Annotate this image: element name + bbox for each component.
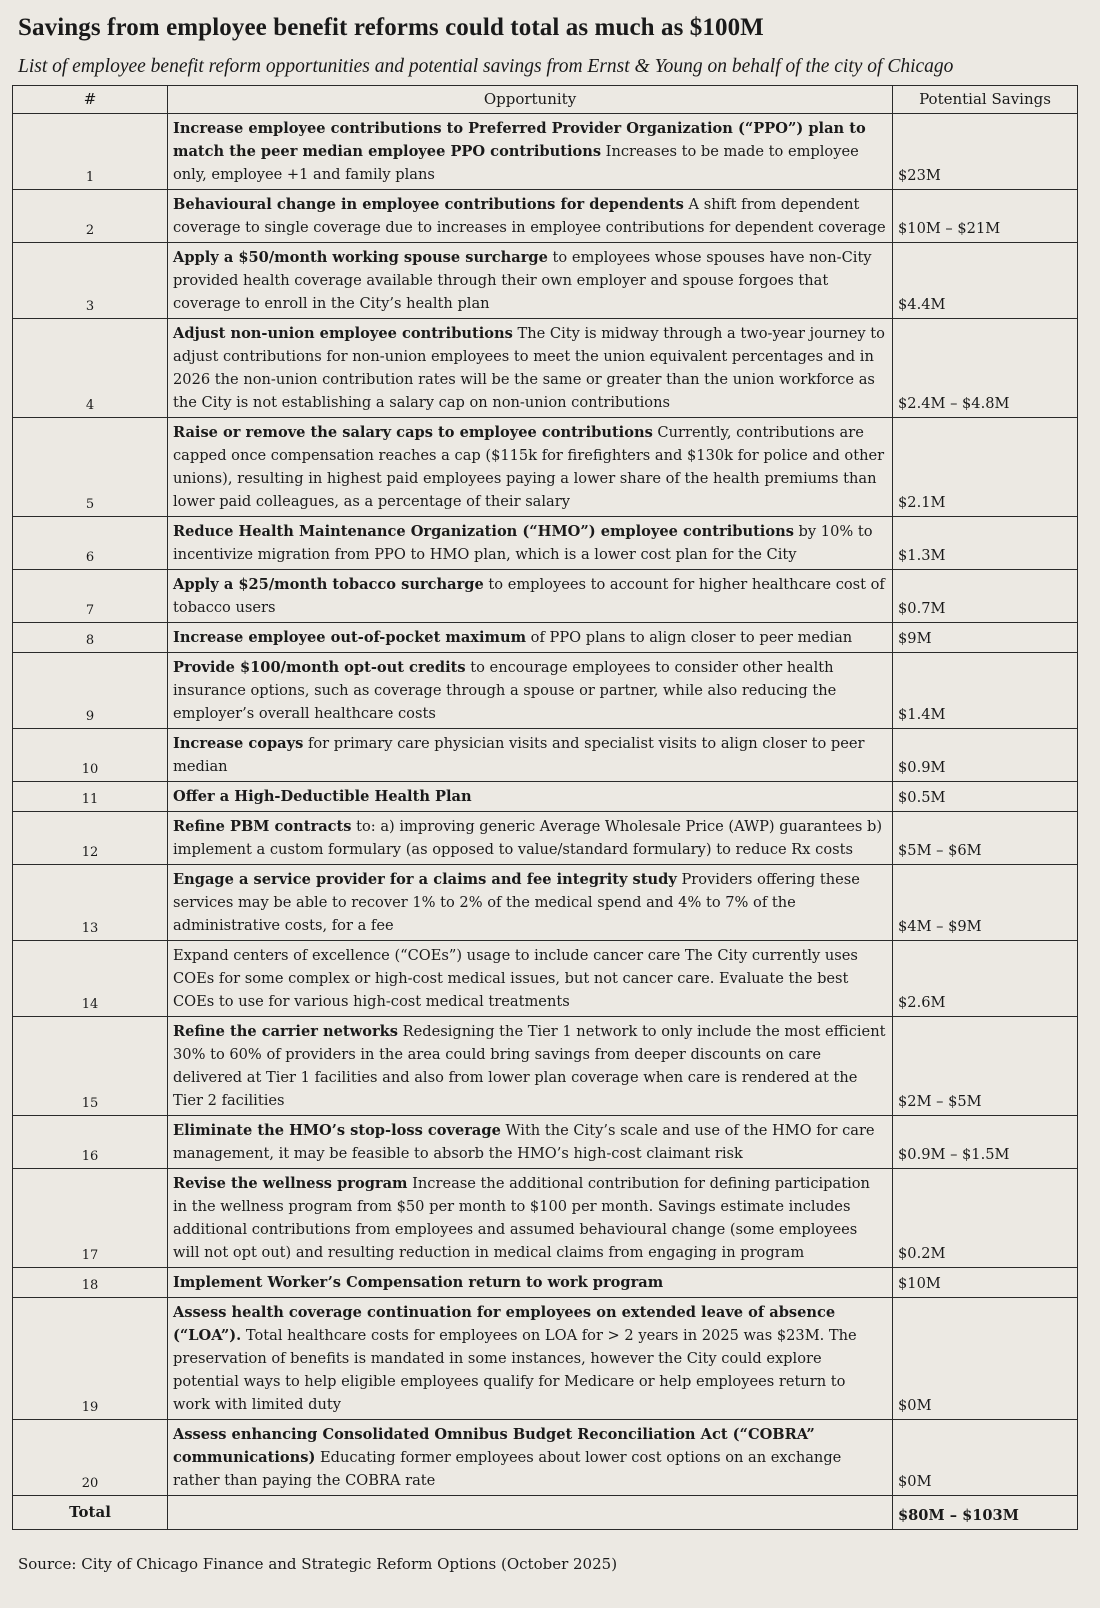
table-row xyxy=(13,190,1078,243)
row-opportunity xyxy=(168,1420,893,1496)
row-opportunity xyxy=(168,1116,893,1169)
row-opportunity xyxy=(168,1268,893,1298)
row-savings: $1.4M xyxy=(893,653,1078,729)
opportunity-description: Redesigning the Tier 1 network to only include the most efficient 30% to 60% of providers in the area could bring savings from deeper discounts on care delivered at Tier 1 facilities and also from lower plan coverage when care is rendered at the Tier 2 facilities xyxy=(173,1023,886,1109)
row-number: 4 xyxy=(13,319,168,418)
row-opportunity xyxy=(168,729,893,782)
opportunity-description: to employees to account for higher healthcare cost of tobacco users xyxy=(173,576,885,616)
table-row xyxy=(13,865,1078,941)
row-opportunity xyxy=(168,1298,893,1420)
row-savings: $0M xyxy=(893,1298,1078,1420)
row-opportunity xyxy=(168,623,893,653)
reform-table xyxy=(12,85,1078,1530)
row-savings: $1.3M xyxy=(893,517,1078,570)
table-row xyxy=(13,653,1078,729)
row-savings: $0.5M xyxy=(893,782,1078,812)
table-row xyxy=(13,1268,1078,1298)
opportunity-description: Expand centers of excellence (“COEs”) usage to include cancer care The City currently uses COEs for some complex or high-cost medical issues, but not cancer care. Evaluate the best COEs to use for various high-cost medical treatments xyxy=(173,947,858,1010)
row-savings: $0.7M xyxy=(893,570,1078,623)
table-row xyxy=(13,941,1078,1017)
table-row xyxy=(13,729,1078,782)
table-row xyxy=(13,1169,1078,1268)
opportunity-title: Adjust non-union employee contributions xyxy=(173,325,513,342)
row-savings: $4.4M xyxy=(893,243,1078,319)
row-opportunity xyxy=(168,114,893,190)
table-row xyxy=(13,418,1078,517)
opportunity-title: Increase employee contributions to Preferred Provider Organization (“PPO”) plan to match the peer median employee PPO contributions xyxy=(173,120,866,160)
opportunity-description: The City is midway through a two-year journey to adjust contributions for non-union employees to meet the union equivalent percentages and in 2026 the non-union contribution rates will be the same or greater than the union workforce as the City is not establishing a salary cap on non-union contributions xyxy=(173,325,885,411)
row-opportunity xyxy=(168,1169,893,1268)
row-opportunity xyxy=(168,570,893,623)
row-opportunity xyxy=(168,190,893,243)
row-savings: $2.4M – $4.8M xyxy=(893,319,1078,418)
row-number: 9 xyxy=(13,653,168,729)
table-row xyxy=(13,1017,1078,1116)
header-opportunity: Opportunity xyxy=(168,86,893,114)
table-row xyxy=(13,623,1078,653)
row-number: 2 xyxy=(13,190,168,243)
row-number: 16 xyxy=(13,1116,168,1169)
opportunity-description: Currently, contributions are capped once compensation reaches a cap ($115k for firefighters and $130k for police and other unions), resulting in highest paid employees paying a lower share of the health premiums than lower paid colleagues, as a percentage of their salary xyxy=(173,424,885,510)
opportunity-title: Refine the carrier networks xyxy=(173,1023,398,1040)
opportunity-title: Offer a High-Deductible Health Plan xyxy=(173,788,472,805)
opportunity-title: Increase employee out-of-pocket maximum xyxy=(173,629,527,646)
row-number: 3 xyxy=(13,243,168,319)
opportunity-description: A shift from dependent coverage to single coverage due to increases in employee contributions for dependent coverage xyxy=(173,196,886,236)
table-row xyxy=(13,570,1078,623)
header-number: # xyxy=(13,86,168,114)
row-savings: $2.6M xyxy=(893,941,1078,1017)
row-number: 12 xyxy=(13,812,168,865)
opportunity-description: Total healthcare costs for employees on LOA for > 2 years in 2025 was $23M. The preservation of benefits is mandated in some instances, however the City could explore potential ways to help eligible employees qualify for Medicare or help employees return to work with limited duty xyxy=(173,1327,857,1413)
opportunity-title: Implement Worker’s Compensation return to work program xyxy=(173,1274,664,1291)
row-number: 1 xyxy=(13,114,168,190)
row-number: 20 xyxy=(13,1420,168,1496)
row-opportunity xyxy=(168,243,893,319)
table-row xyxy=(13,243,1078,319)
row-number: 18 xyxy=(13,1268,168,1298)
row-savings: $10M xyxy=(893,1268,1078,1298)
table-row xyxy=(13,517,1078,570)
row-number: 10 xyxy=(13,729,168,782)
row-savings: $23M xyxy=(893,114,1078,190)
row-savings: $0M xyxy=(893,1420,1078,1496)
table-row xyxy=(13,1420,1078,1496)
opportunity-description: Providers offering these services may be able to recover 1% to 2% of the medical spend and 4% to 7% of the administrative costs, for a fee xyxy=(173,871,860,934)
table-row xyxy=(13,782,1078,812)
opportunity-title: Raise or remove the salary caps to employee contributions xyxy=(173,424,653,441)
table-row xyxy=(13,114,1078,190)
opportunity-title: Refine PBM contracts xyxy=(173,818,352,835)
row-number: 14 xyxy=(13,941,168,1017)
row-savings: $2.1M xyxy=(893,418,1078,517)
table-header-row xyxy=(13,86,1078,114)
row-number: 5 xyxy=(13,418,168,517)
opportunity-description: of PPO plans to align closer to peer median xyxy=(526,629,853,646)
source-note: Source: City of Chicago Finance and Strategic Reform Options (October 2025) xyxy=(18,1555,618,1573)
row-number: 17 xyxy=(13,1169,168,1268)
row-opportunity xyxy=(168,319,893,418)
row-number: 7 xyxy=(13,570,168,623)
opportunity-title: Engage a service provider for a claims and fee integrity study xyxy=(173,871,677,888)
opportunity-description: to: a) improving generic Average Wholesale Price (AWP) guarantees b) implement a custom formulary (as opposed to value/standard formulary) to reduce Rx costs xyxy=(173,818,883,858)
row-number: 19 xyxy=(13,1298,168,1420)
row-savings: $4M – $9M xyxy=(893,865,1078,941)
opportunity-description: Increases to be made to employee only, employee +1 and family plans xyxy=(173,143,859,183)
row-number: 15 xyxy=(13,1017,168,1116)
total-opportunity xyxy=(168,1496,893,1530)
row-savings: $0.2M xyxy=(893,1169,1078,1268)
row-number: 6 xyxy=(13,517,168,570)
opportunity-description: to encourage employees to consider other health insurance options, such as coverage through a spouse or partner, while also reducing the employer’s overall healthcare costs xyxy=(173,659,837,722)
row-opportunity xyxy=(168,1017,893,1116)
opportunity-title: Increase copays xyxy=(173,735,304,752)
total-row xyxy=(13,1496,1078,1530)
row-opportunity xyxy=(168,517,893,570)
row-savings: $5M – $6M xyxy=(893,812,1078,865)
table-row xyxy=(13,812,1078,865)
opportunity-title: Revise the wellness program xyxy=(173,1175,408,1192)
page-subtitle: List of employee benefit reform opportunities and potential savings from Ernst & Young on behalf of the city of Chicago xyxy=(18,56,954,77)
opportunity-description: for primary care physician visits and specialist visits to align closer to peer median xyxy=(173,735,865,775)
table-row xyxy=(13,1116,1078,1169)
opportunity-title: Assess enhancing Consolidated Omnibus Budget Reconciliation Act (“COBRA” communications) xyxy=(173,1426,815,1466)
row-savings: $9M xyxy=(893,623,1078,653)
opportunity-title: Eliminate the HMO’s stop-loss coverage xyxy=(173,1122,501,1139)
opportunity-title: Provide $100/month opt-out credits xyxy=(173,659,466,676)
row-number: 8 xyxy=(13,623,168,653)
header-savings: Potential Savings xyxy=(893,86,1078,114)
row-opportunity xyxy=(168,653,893,729)
opportunity-description: Increase the additional contribution for defining participation in the wellness program from $50 per month to $100 per month. Savings estimate includes additional contributions from employees and assumed behavioural change (some employees will not opt out) and resulting reduction in medical claims from engaging in program xyxy=(173,1175,870,1261)
total-label: Total xyxy=(13,1496,168,1530)
row-savings: $10M – $21M xyxy=(893,190,1078,243)
row-savings: $0.9M – $1.5M xyxy=(893,1116,1078,1169)
row-savings: $0.9M xyxy=(893,729,1078,782)
table-row xyxy=(13,1298,1078,1420)
opportunity-description: With the City’s scale and use of the HMO for care management, it may be feasible to absorb the HMO’s high-cost claimant risk xyxy=(173,1122,875,1162)
opportunity-description: Educating former employees about lower cost options on an exchange rather than paying the COBRA rate xyxy=(173,1449,842,1489)
opportunity-title: Behavioural change in employee contributions for dependents xyxy=(173,196,684,213)
total-savings: $80M – $103M xyxy=(893,1496,1078,1530)
row-savings: $2M – $5M xyxy=(893,1017,1078,1116)
row-number: 13 xyxy=(13,865,168,941)
opportunity-description: by 10% to incentivize migration from PPO to HMO plan, which is a lower cost plan for the City xyxy=(173,523,873,563)
row-opportunity xyxy=(168,865,893,941)
opportunity-title: Apply a $50/month working spouse surcharge xyxy=(173,249,548,266)
opportunity-title: Reduce Health Maintenance Organization (“HMO”) employee contributions xyxy=(173,523,794,540)
table-row xyxy=(13,319,1078,418)
opportunity-description: to employees whose spouses have non-City provided health coverage available through their own employer and spouse forgoes that coverage to enroll in the City’s health plan xyxy=(173,249,872,312)
row-opportunity xyxy=(168,782,893,812)
row-opportunity xyxy=(168,812,893,865)
page-title: Savings from employee benefit reforms could total as much as $100M xyxy=(18,14,764,41)
row-number: 11 xyxy=(13,782,168,812)
opportunity-title: Assess health coverage continuation for employees on extended leave of absence (“LOA”). xyxy=(173,1304,836,1344)
opportunity-title: Apply a $25/month tobacco surcharge xyxy=(173,576,484,593)
row-opportunity xyxy=(168,418,893,517)
row-opportunity xyxy=(168,941,893,1017)
